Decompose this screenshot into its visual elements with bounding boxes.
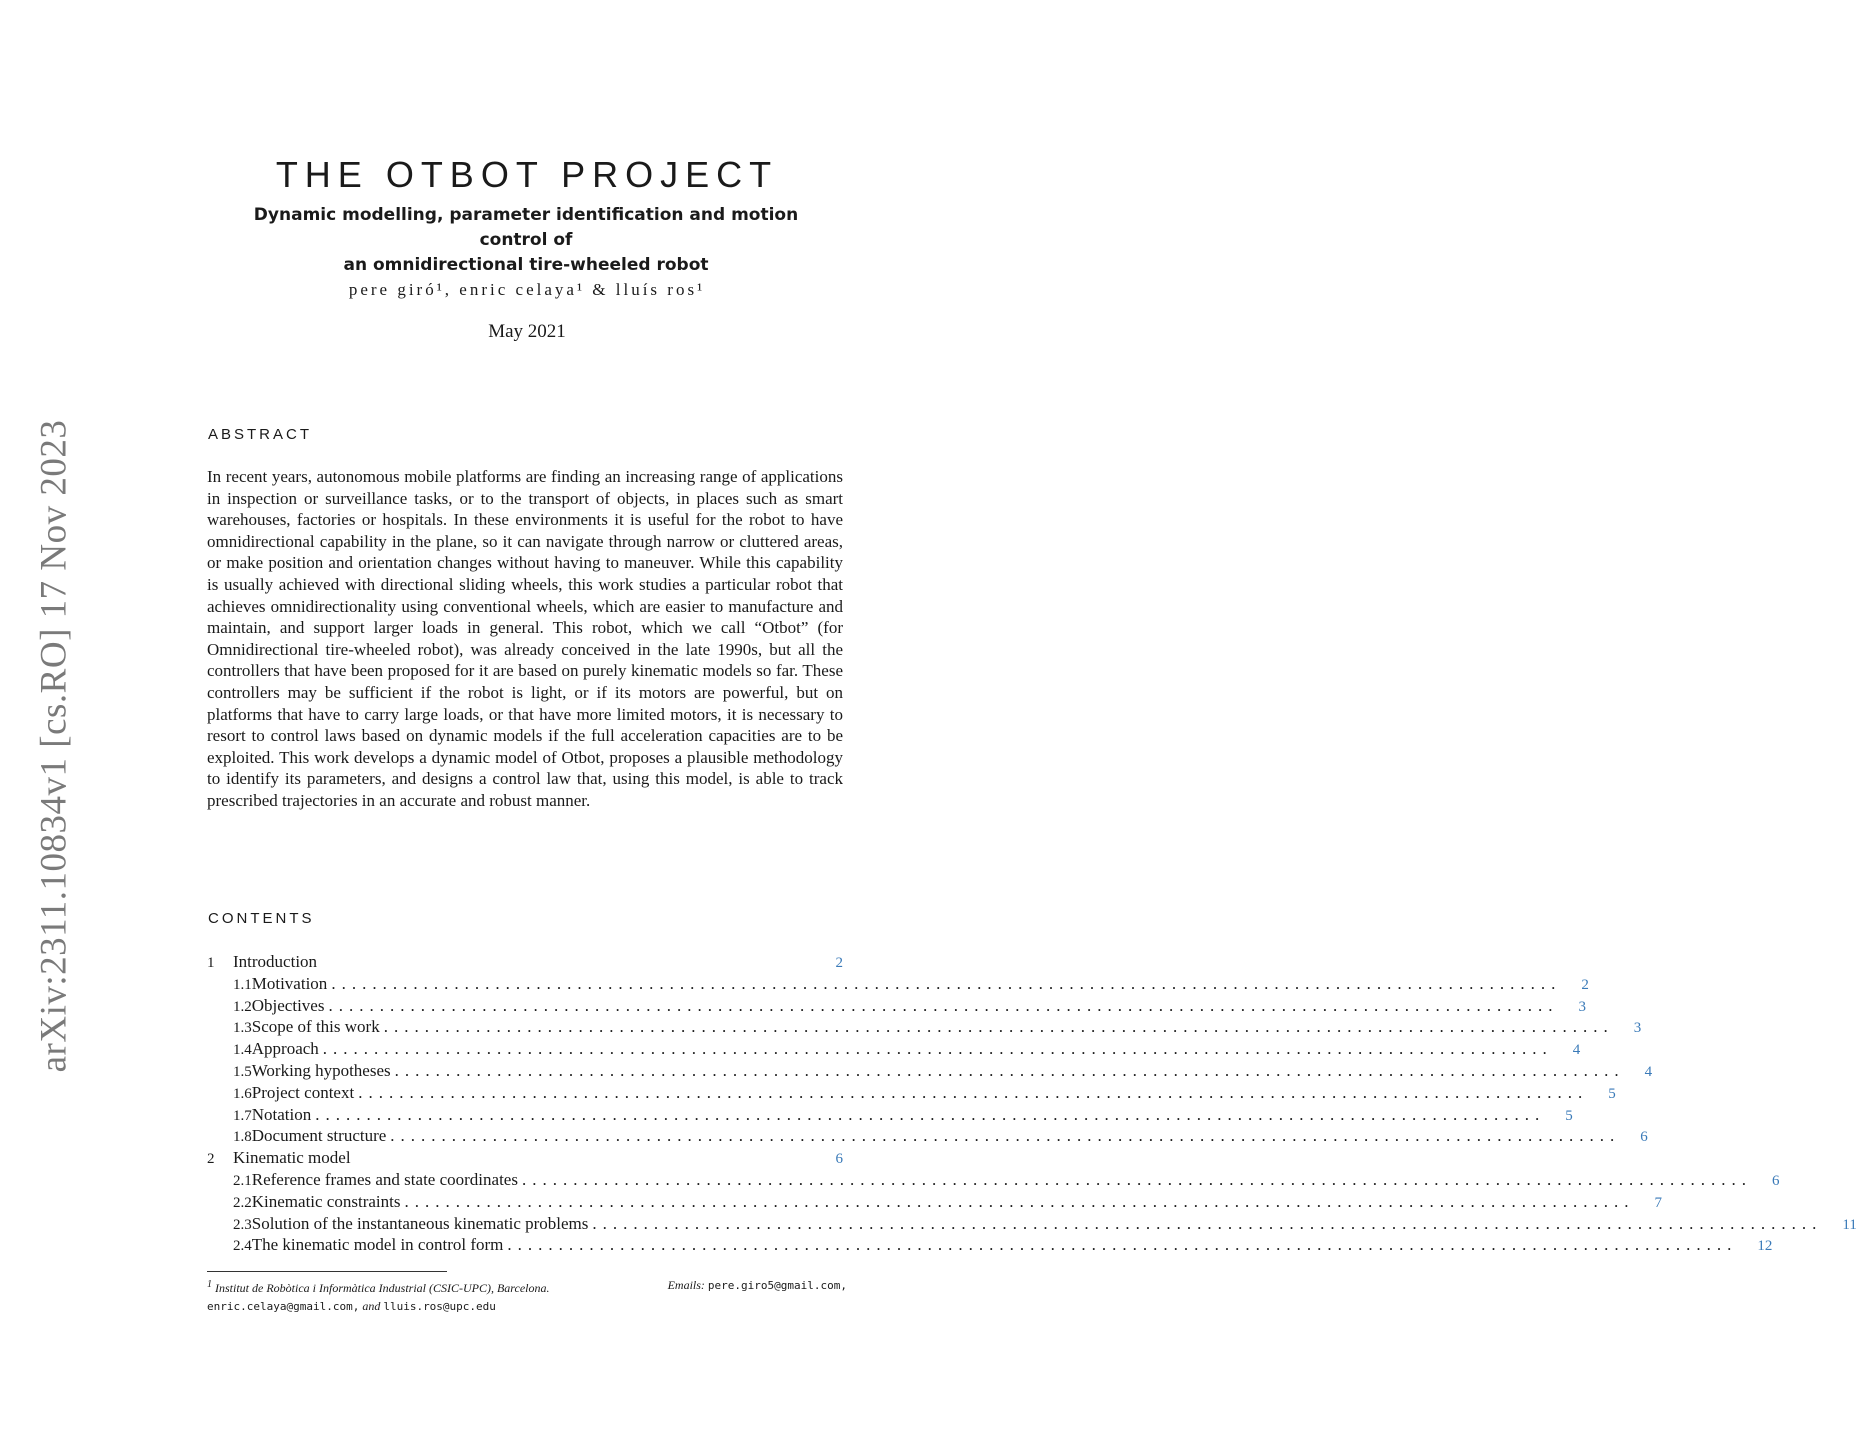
footnote [207,1276,847,1316]
toc-entry-number: 1.2 [233,998,252,1015]
toc-page-link[interactable]: 11 [1842,1216,1857,1233]
abstract-heading: ABSTRACT [208,426,313,443]
toc-entry-label[interactable]: Motivation [251,973,328,993]
toc-entry-number: 2.3 [233,1216,252,1233]
toc-entry-label[interactable]: Working hypotheses [251,1060,391,1080]
toc-page-link[interactable]: 3 [1633,1020,1642,1037]
toc-subsection-entry[interactable] [207,1234,1773,1256]
toc-page-link[interactable]: 3 [1578,998,1586,1015]
toc-section-entry[interactable] [207,1147,843,1169]
toc-entry-label[interactable]: The kinematic model in control form [251,1235,504,1255]
toc-entry-number: 1 [207,955,215,971]
toc-subsection-entry[interactable] [207,1104,1573,1126]
toc-entry-label[interactable]: Kinematic model [233,1148,351,1168]
publication-date: May 2021 [488,321,566,342]
toc-entry-number: 2.1 [233,1172,252,1189]
toc-entry-label[interactable]: Introduction [233,952,318,971]
toc-entry-label[interactable]: Objectives [251,995,325,1015]
footnote-affiliation [207,1276,550,1297]
toc-page-link[interactable]: 5 [1565,1107,1573,1124]
toc-section-entry[interactable] [207,951,843,973]
toc-subsection-entry[interactable] [207,995,1586,1017]
footnote-and: and [362,1299,381,1313]
toc-subsection-entry[interactable] [207,1016,1642,1038]
toc-dot-leader: ........................................................................................................................ [383,1017,1614,1037]
arxiv-stamp: arXiv:2311.10834v1 [cs.RO] 17 Nov 2023 [33,419,75,1073]
toc-entry-number: 2.4 [233,1238,252,1255]
toc-page-link[interactable]: 6 [1640,1129,1648,1146]
footnote-emails-start [668,1276,847,1297]
toc-subsection-entry[interactable] [207,1125,1648,1147]
toc-page-link[interactable]: 2 [1581,976,1589,993]
toc-page-link[interactable]: 6 [835,1151,843,1168]
toc-dot-leader: ........................................................................................................................ [507,1235,1738,1255]
toc-dot-leader: ........................................................................................................................ [521,1169,1752,1189]
toc-dot-leader: ........................................................................................................................ [331,973,1562,993]
footnote-divider [207,1271,447,1272]
paper-title: THE OTBOT PROJECT [275,154,779,195]
toc-page-link[interactable]: 4 [1644,1063,1653,1080]
toc-subsection-entry[interactable] [207,1191,1662,1213]
toc-subsection-entry[interactable] [207,1082,1616,1104]
toc-entry-label[interactable]: Kinematic constraints [251,1191,401,1211]
abstract-body: In recent years, autonomous mobile platforms are finding an increasing range of applications in inspection or surveillance tasks, or to the transport of objects, in places such as smart warehouses, factories or hospitals. In these environments it is useful for the robot to have omnidirectional capability in the plane, so it can navigate through narrow or cluttered areas, or make position and orientation changes without having to maneuver. While this capability is usually achieved with directional sliding wheels, this work studies a particular robot that achieves omnidirectionality using conventional wheels, which are easier to manufacture and maintain, and support larger loads in general. This robot, which we call “Otbot” (for Omnidirectional tire-wheeled robot), was already conceived in the late 1990s, but all the controllers that have been proposed for it are based on purely kinematic models so far. These controllers may be sufficient if the robot is light, or if its motors are powerful, but on platforms that have to carry large loads, or that have more limited motors, it is necessary to resort to control laws based on dynamic models if the full acceleration capacities are to be exploited. This work develops a dynamic model of Otbot, proposes a plausible methodology to identify its parameters, and designs a control law that, using this model, is able to track prescribed trajectories in an accurate and robust manner. [207,467,843,810]
footnote-marker: 1 [207,1279,212,1290]
toc-entry-label[interactable]: Approach [251,1039,319,1059]
paper-subtitle [220,203,832,278]
toc-subsection-entry[interactable] [207,1060,1653,1082]
email-link-pere[interactable]: pere.giro5@gmail.com, [707,1279,847,1292]
toc-dot-leader: ........................................................................................................................ [394,1060,1625,1080]
toc-dot-leader: ........................................................................................................................ [322,1039,1553,1059]
toc-dot-leader: ........................................................................................................................ [592,1213,1823,1233]
toc-entry-label[interactable]: Document structure [251,1126,387,1146]
toc-entry-number: 1.7 [233,1107,252,1124]
footnote-line-1 [207,1276,847,1297]
toc-entry-number: 2 [207,1151,215,1168]
toc-entry-number: 1.8 [233,1129,252,1146]
footnote-line-2 [207,1297,847,1316]
toc-page-link[interactable]: 12 [1757,1238,1773,1255]
toc-entry-label[interactable]: Reference frames and state coordinates [251,1169,518,1189]
toc-entry-number: 1.3 [233,1020,252,1037]
toc-entry-number: 1.1 [233,976,252,993]
toc-entry-label[interactable]: Notation [251,1104,312,1124]
toc-dot-leader: ........................................................................................................................ [315,1104,1546,1124]
toc-page-link[interactable]: 5 [1608,1085,1616,1102]
contents-heading: CONTENTS [208,910,315,927]
toc-dot-leader: ........................................................................................................................ [404,1191,1635,1211]
email-link-lluis[interactable]: lluis.ros@upc.edu [383,1300,496,1313]
toc-entry-label[interactable]: Solution of the instantaneous kinematic problems [251,1213,589,1233]
toc-page-link[interactable]: 6 [1771,1172,1780,1189]
toc-entry-number: 1.5 [233,1063,252,1080]
toc-subsection-entry[interactable] [207,973,1589,995]
toc-dot-leader: ........................................................................................................................ [328,995,1559,1015]
toc-entry-number: 1.4 [233,1042,252,1059]
toc-entry-label[interactable]: Scope of this work [251,1017,380,1037]
footnote-institution: Institut de Robòtica i Informàtica Industrial (CSIC-UPC), Barcelona. [215,1281,550,1295]
table-of-contents [207,951,1857,1256]
toc-page-link[interactable]: 2 [835,955,843,971]
toc-dot-leader: ........................................................................................................................ [390,1126,1621,1146]
toc-dot-leader: ........................................................................................................................ [358,1082,1589,1102]
subtitle-line-2: an omnidirectional tire-wheeled robot [343,255,709,275]
toc-page-link[interactable]: 7 [1654,1194,1662,1211]
emails-label: Emails: [667,1278,705,1292]
toc-subsection-entry[interactable] [207,1169,1780,1191]
toc-entry-label[interactable]: Project context [251,1082,355,1102]
toc-entry-number: 2.2 [233,1194,252,1211]
toc-entry-number: 1.6 [233,1085,252,1102]
email-link-enric[interactable]: enric.celaya@gmail.com, [207,1300,360,1313]
toc-page-link[interactable]: 4 [1572,1042,1581,1059]
toc-subsection-entry[interactable] [207,1038,1581,1060]
toc-subsection-entry[interactable] [207,1213,1857,1235]
subtitle-line-1: Dynamic modelling, parameter identification and motion control of [253,205,799,250]
author-list: pere giró¹, enric celaya¹ & lluís ros¹ [348,280,706,299]
